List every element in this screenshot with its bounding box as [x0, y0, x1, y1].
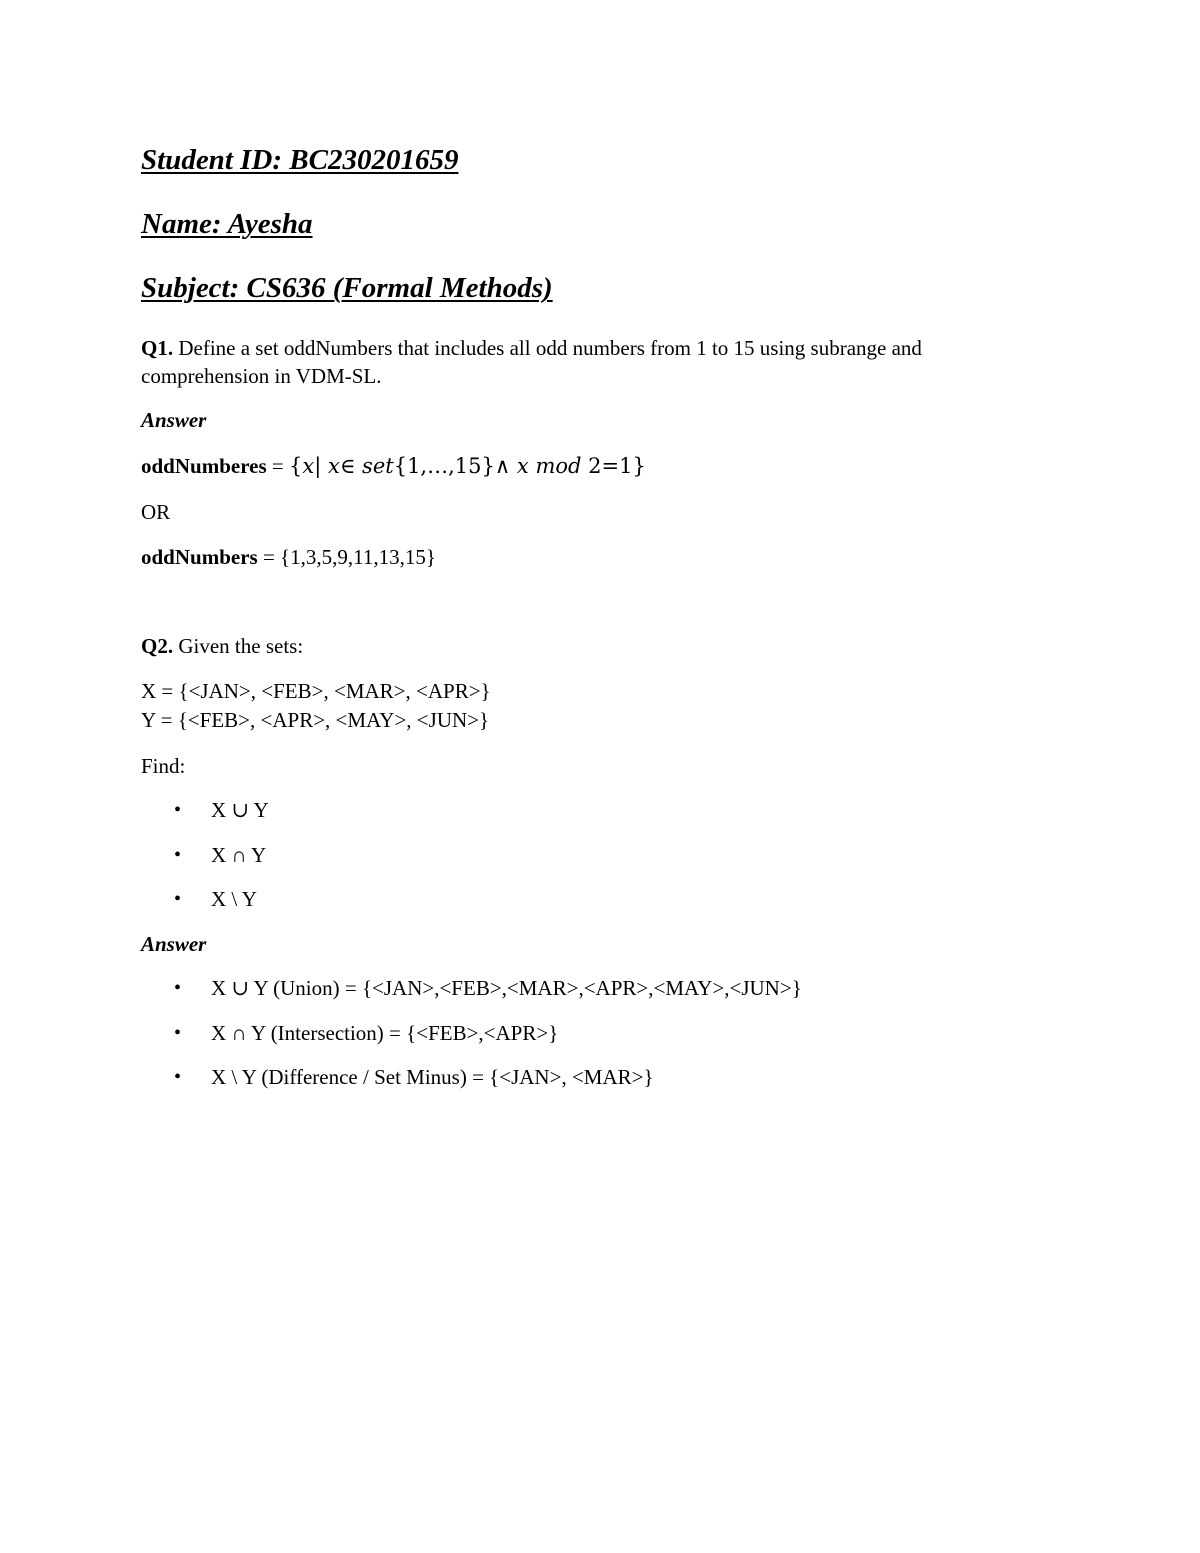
student-id-heading: Student ID: BC230201659: [141, 144, 459, 176]
find-label: Find:: [141, 754, 186, 778]
q1-answer2-name: oddNumbers: [141, 545, 258, 569]
formula-close-brace: }: [632, 454, 646, 478]
answer-item-intersection: X ∩ Y (Intersection) = {<FEB>,<APR>}: [211, 1021, 559, 1045]
q1-answer2-value: = {1,3,5,9,11,13,15}: [262, 545, 436, 569]
q2-text: Given the sets:: [178, 634, 304, 658]
find-item-intersection: X ∩ Y: [211, 843, 267, 867]
q1-question: [141, 334, 1041, 390]
bullet-icon: •: [174, 888, 182, 910]
q1-or-label: OR: [141, 500, 171, 524]
formula-set-keyword: set: [362, 454, 394, 478]
q1-answer2: [141, 543, 436, 571]
q1-label: Q1.: [141, 336, 174, 360]
subject-heading: Subject: CS636 (Formal Methods): [141, 272, 553, 304]
answer-item-difference: X \ Y (Difference / Set Minus) = {<JAN>, <MAR>}: [211, 1065, 654, 1089]
formula-mod: mod: [535, 454, 582, 478]
formula-var: x: [516, 454, 529, 478]
q1-text: Define a set oddNumbers that includes all odd numbers from 1 to 15 using subrange and comprehension in VDM-SL.: [141, 336, 922, 388]
find-item-difference: X \ Y: [211, 887, 257, 911]
find-item-union: X ∪ Y: [211, 798, 269, 822]
bullet-icon: •: [174, 799, 182, 821]
formula-tail: 2=1: [588, 454, 633, 478]
set-x-definition: X = {<JAN>, <FEB>, <MAR>, <APR>}: [141, 679, 491, 703]
q1-answer-label: Answer: [141, 408, 207, 432]
formula-open-brace: {: [288, 454, 303, 478]
formula-range: {1,…,15}: [393, 454, 495, 478]
answer-item-union: X ∪ Y (Union) = {<JAN>,<FEB>,<MAR>,<APR>,<MAY>,<JUN>}: [211, 976, 802, 1000]
q2-answer-label: Answer: [141, 932, 207, 956]
bullet-icon: •: [174, 1066, 182, 1088]
set-y-definition: Y = {<FEB>, <APR>, <MAY>, <JUN>}: [141, 708, 490, 732]
bullet-icon: •: [174, 1022, 182, 1044]
bullet-icon: •: [174, 844, 182, 866]
formula-var: x: [327, 454, 340, 478]
q2-label: Q2.: [141, 634, 174, 658]
set-comprehension-formula: [289, 454, 646, 478]
formula-bar: |: [314, 454, 322, 478]
q1-answer-formula: [141, 452, 646, 480]
name-heading: Name: Ayesha: [141, 208, 313, 240]
q1-answer1-eq: =: [271, 454, 284, 478]
q2-question: [141, 632, 303, 660]
bullet-icon: •: [174, 977, 182, 999]
formula-and: ∧: [494, 454, 511, 478]
q1-answer1-name: oddNumberes: [141, 454, 267, 478]
formula-element-of: ∈: [339, 454, 356, 478]
formula-var: x: [302, 454, 315, 478]
